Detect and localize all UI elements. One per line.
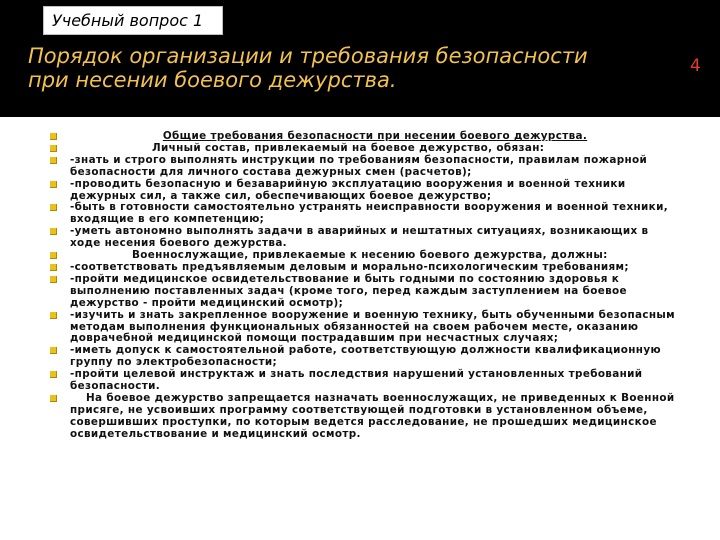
title-line-2: при несении боевого дежурства. [28,68,397,92]
list-item-text: На боевое дежурство запрещается назначать военнослужащих, не приведенных к Военной присяге, не усвоивших программу соответствующей подготовки в установленном объеме, совершивших проступки, по которым ведется расследование, не прошедших медицинское освидетельствование и медицинский осмотр. [70,391,675,440]
list-item [50,179,680,203]
title-line-1: Порядок организации и требования безопасности [28,44,588,68]
bullet-icon [50,252,57,259]
list-item-text: -проводить безопасную и безаварийную эксплуатацию вооружения и военной техники дежурных сил, а также сил, обеспечивающих боевое дежурство; [70,177,626,202]
bullet-icon [50,228,57,235]
bullet-icon [50,347,57,354]
list-item-text: -уметь автономно выполнять задачи в аварийных и нештатных ситуациях, возникающих в ходе несения боевого дежурства. [70,225,649,250]
list-item [50,226,680,250]
list-item [50,155,680,179]
section-heading: Общие требования безопасности при несении боевого дежурства. [162,130,588,142]
bullet-icon [50,312,57,319]
list-item [50,274,680,310]
bullet-icon [50,264,57,271]
list-item [50,393,680,441]
list-item-text: -пройти целевой инструктаж и знать последствия нарушений установленных требований безопасности. [70,368,643,393]
bullet-icon [50,204,57,211]
list-item-text: -знать и строго выполнять инструкции по требованиям безопасности, правилам пожарной безопасности для личного состава дежурных смен (расчетов); [70,153,648,178]
slide-number: 4 [690,56,701,76]
bullet-icon [50,145,57,152]
list-item [50,345,680,369]
list-item-text: -изучить и знать закрепленное вооружение и военную технику, быть обученными безопасным методам выполнения функциональных обязанностей на своем рабочем месте, оказанию доврачебной медицинской помощи пострадавшим при несчастных случаях; [70,308,676,345]
list-item [50,369,680,393]
bullet-icon [50,157,57,164]
content-list [50,131,680,441]
bullet-icon [50,133,57,140]
list-item-text: -соответствовать предъявляемым деловым и морально-психологическим требованиям; [70,260,629,273]
list-item-text: Личный состав, привлекаемый на боевое дежурство, обязан: [152,141,545,154]
bullet-icon [50,181,57,188]
bullet-icon [50,395,57,402]
list-item-text: -иметь допуск к самостоятельной работе, соответствующую должности квалификационную группу по электробезопасности; [70,344,661,369]
list-item-text: -пройти медицинское освидетельствование и быть годными по состоянию здоровья к выполнению поставленных задач (кроме того, перед каждым заступлением на боевое дежурство - пройти медицинский осмотр); [70,272,627,309]
bullet-icon [50,276,57,283]
list-item [50,202,680,226]
list-item-text: -быть в готовности самостоятельно устранять неисправности вооружения и военной техники, входящие в его компетенцию; [70,201,668,226]
list-item [50,310,680,346]
list-item-text: Военнослужащие, привлекаемые к несению боевого дежурства, должны: [132,249,608,262]
slide-title [28,44,668,92]
section-tag: Учебный вопрос 1 [43,6,223,35]
slide-header [0,0,720,117]
bullet-icon [50,371,57,378]
